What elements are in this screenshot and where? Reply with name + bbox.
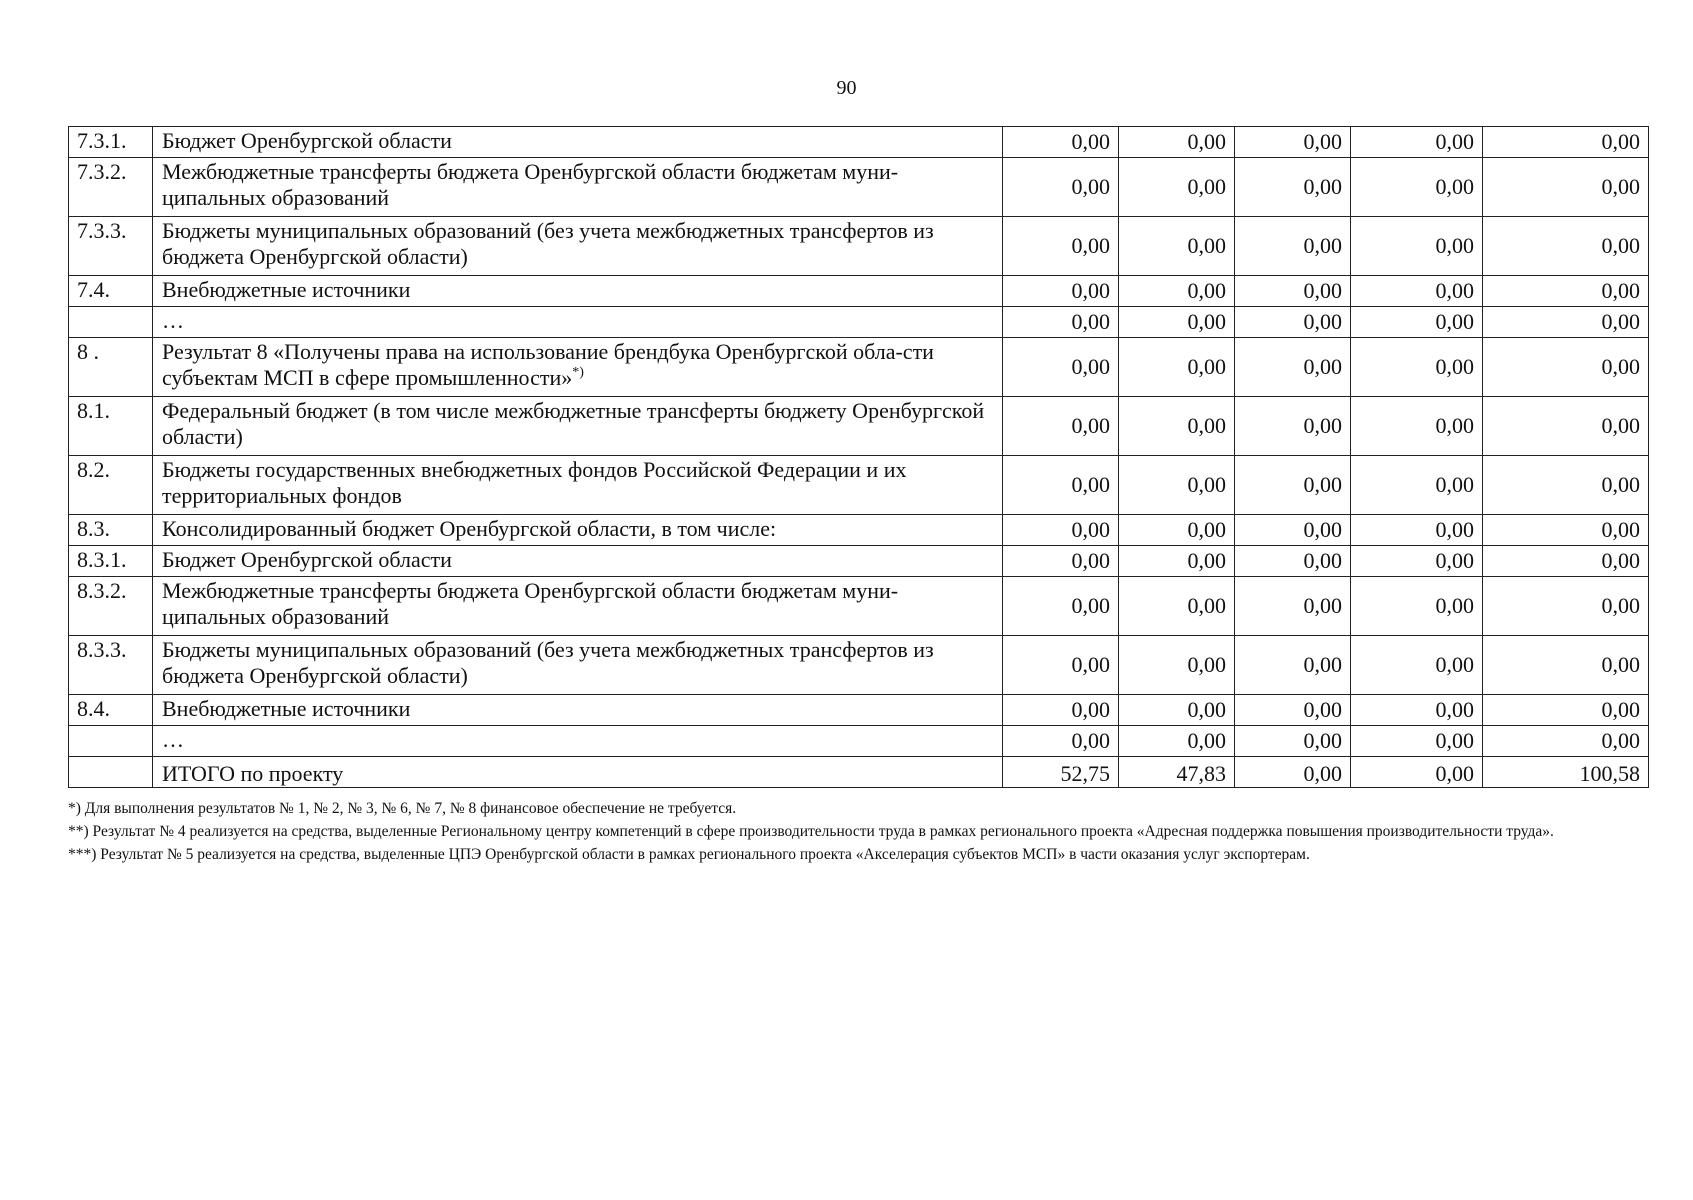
table-body [69, 127, 1649, 788]
value-cell: 0,00 [1003, 636, 1119, 695]
row-title [153, 127, 1003, 158]
table-row [69, 695, 1649, 726]
value-cell: 0,00 [1235, 127, 1351, 158]
row-number [69, 307, 153, 338]
value-cell: 0,00 [1119, 158, 1235, 217]
value-cell: 0,00 [1351, 217, 1483, 276]
value-cell: 0,00 [1119, 726, 1235, 757]
row-title [153, 338, 1003, 397]
value-cell: 0,00 [1351, 127, 1483, 158]
footnote-marker: *) [572, 365, 584, 380]
value-cell: 0,00 [1003, 307, 1119, 338]
value-cell: 0,00 [1235, 456, 1351, 515]
row-title [153, 276, 1003, 307]
row-number: 8.3. [69, 515, 153, 546]
table-row [69, 217, 1649, 276]
value-cell: 0,00 [1483, 217, 1649, 276]
value-cell: 0,00 [1235, 577, 1351, 636]
footnote: **) Результат № 4 реализуется на средства, выделенные Региональному центру компетенций в сфере производительности труда в рамках регионального проекта «Адресная поддержка повышения производительности труда». [68, 823, 1554, 840]
row-title [153, 757, 1003, 788]
value-cell: 0,00 [1003, 726, 1119, 757]
value-cell: 0,00 [1351, 338, 1483, 397]
value-cell: 0,00 [1351, 577, 1483, 636]
row-title-text: ИТОГО по проекту [162, 761, 344, 786]
value-cell: 0,00 [1483, 127, 1649, 158]
row-title [153, 695, 1003, 726]
value-cell: 100,58 [1483, 757, 1649, 788]
value-cell: 0,00 [1235, 276, 1351, 307]
value-cell: 0,00 [1003, 695, 1119, 726]
row-title [153, 577, 1003, 636]
footnotes [68, 797, 1648, 866]
row-number: 7.3.3. [69, 217, 153, 276]
row-number: 7.3.2. [69, 158, 153, 217]
row-title-text: … [162, 308, 184, 333]
row-number: 8.3.2. [69, 577, 153, 636]
row-number: 8 . [69, 338, 153, 397]
value-cell: 0,00 [1483, 307, 1649, 338]
row-number: 8.1. [69, 397, 153, 456]
row-title-text: Межбюджетные трансферты бюджета Оренбургской области бюджетам муни-ципальных образований [162, 578, 899, 629]
row-number: 8.3.3. [69, 636, 153, 695]
row-title [153, 546, 1003, 577]
row-title [153, 307, 1003, 338]
value-cell: 0,00 [1003, 158, 1119, 217]
footnote: *) Для выполнения результатов № 1, № 2, № 3, № 6, № 7, № 8 финансовое обеспечение не требуется. [68, 800, 737, 817]
table-row [69, 456, 1649, 515]
row-title-text: Бюджеты муниципальных образований (без учета межбюджетных трансфертов из бюджета Оренбургской области) [162, 637, 934, 688]
row-title-text: Консолидированный бюджет Оренбургской области, в том числе: [162, 516, 777, 541]
value-cell: 0,00 [1483, 276, 1649, 307]
row-number: 7.4. [69, 276, 153, 307]
row-title [153, 636, 1003, 695]
row-number: 8.2. [69, 456, 153, 515]
value-cell: 0,00 [1119, 397, 1235, 456]
row-title [153, 158, 1003, 217]
row-number [69, 726, 153, 757]
value-cell: 0,00 [1483, 695, 1649, 726]
row-number: 7.3.1. [69, 127, 153, 158]
table-row [69, 577, 1649, 636]
value-cell: 0,00 [1003, 217, 1119, 276]
value-cell: 0,00 [1003, 276, 1119, 307]
table-row [69, 338, 1649, 397]
value-cell: 0,00 [1235, 636, 1351, 695]
value-cell: 0,00 [1351, 158, 1483, 217]
row-title [153, 397, 1003, 456]
row-title-text: Внебюджетные источники [162, 696, 411, 721]
table-row [69, 546, 1649, 577]
value-cell: 0,00 [1119, 456, 1235, 515]
value-cell: 0,00 [1119, 276, 1235, 307]
row-title-text: Внебюджетные источники [162, 277, 411, 302]
value-cell: 0,00 [1483, 456, 1649, 515]
row-title [153, 726, 1003, 757]
table-row [69, 276, 1649, 307]
value-cell: 0,00 [1119, 127, 1235, 158]
table-row [69, 158, 1649, 217]
value-cell: 0,00 [1351, 456, 1483, 515]
value-cell: 0,00 [1003, 456, 1119, 515]
value-cell: 0,00 [1483, 397, 1649, 456]
value-cell: 0,00 [1351, 397, 1483, 456]
value-cell: 0,00 [1119, 217, 1235, 276]
row-title [153, 515, 1003, 546]
table-row [69, 397, 1649, 456]
row-title-text: Бюджеты государственных внебюджетных фондов Российской Федерации и их территориальных фондов [162, 457, 907, 508]
value-cell: 0,00 [1483, 636, 1649, 695]
table-row [69, 127, 1649, 158]
value-cell: 0,00 [1003, 577, 1119, 636]
value-cell: 0,00 [1235, 397, 1351, 456]
value-cell: 0,00 [1003, 397, 1119, 456]
value-cell: 0,00 [1119, 695, 1235, 726]
value-cell: 0,00 [1483, 546, 1649, 577]
value-cell: 0,00 [1119, 636, 1235, 695]
budget-table [68, 126, 1649, 788]
value-cell: 0,00 [1483, 726, 1649, 757]
table-row [69, 636, 1649, 695]
value-cell: 0,00 [1235, 158, 1351, 217]
value-cell: 0,00 [1235, 307, 1351, 338]
value-cell: 0,00 [1235, 757, 1351, 788]
value-cell: 0,00 [1483, 577, 1649, 636]
row-title-text: Межбюджетные трансферты бюджета Оренбургской области бюджетам муни-ципальных образований [162, 159, 899, 210]
value-cell: 0,00 [1483, 338, 1649, 397]
row-title-text: Федеральный бюджет (в том числе межбюджетные трансферты бюджету Оренбургской области) [162, 398, 985, 449]
row-number [69, 757, 153, 788]
value-cell: 0,00 [1483, 515, 1649, 546]
value-cell: 0,00 [1235, 515, 1351, 546]
value-cell: 0,00 [1351, 695, 1483, 726]
value-cell: 0,00 [1119, 307, 1235, 338]
value-cell: 0,00 [1235, 338, 1351, 397]
value-cell: 0,00 [1119, 338, 1235, 397]
row-title-text: Бюджет Оренбургской области [162, 547, 452, 572]
value-cell: 0,00 [1003, 127, 1119, 158]
value-cell: 0,00 [1235, 726, 1351, 757]
value-cell: 0,00 [1003, 338, 1119, 397]
row-title [153, 456, 1003, 515]
value-cell: 0,00 [1119, 515, 1235, 546]
value-cell: 0,00 [1351, 307, 1483, 338]
value-cell: 0,00 [1003, 515, 1119, 546]
value-cell: 0,00 [1235, 217, 1351, 276]
value-cell: 0,00 [1235, 695, 1351, 726]
total-row [69, 757, 1649, 788]
value-cell: 0,00 [1351, 636, 1483, 695]
value-cell: 0,00 [1351, 515, 1483, 546]
value-cell: 0,00 [1119, 546, 1235, 577]
table-row [69, 307, 1649, 338]
value-cell: 0,00 [1351, 726, 1483, 757]
table-row [69, 515, 1649, 546]
value-cell: 0,00 [1119, 577, 1235, 636]
row-title-text: Бюджет Оренбургской области [162, 128, 452, 153]
value-cell: 0,00 [1003, 546, 1119, 577]
row-number: 8.3.1. [69, 546, 153, 577]
value-cell: 0,00 [1351, 546, 1483, 577]
table-row [69, 726, 1649, 757]
row-title-text: Бюджеты муниципальных образований (без учета межбюджетных трансфертов из бюджета Оренбургской области) [162, 218, 934, 269]
row-title-text: Результат 8 «Получены права на использование брендбука Оренбургской обла-сти субъектам МСП в сфере промышленности» [162, 339, 934, 390]
footnote: ***) Результат № 5 реализуется на средства, выделенные ЦПЭ Оренбургской области в рамках регионального проекта «Акселерация субъектов МСП» в части оказания услуг экспортерам. [68, 846, 1310, 863]
value-cell: 0,00 [1351, 757, 1483, 788]
value-cell: 0,00 [1235, 546, 1351, 577]
row-title-text: … [162, 727, 184, 752]
value-cell: 0,00 [1483, 158, 1649, 217]
value-cell: 0,00 [1351, 276, 1483, 307]
value-cell: 52,75 [1003, 757, 1119, 788]
page-number: 90 [836, 77, 857, 99]
row-number: 8.4. [69, 695, 153, 726]
row-title [153, 217, 1003, 276]
value-cell: 47,83 [1119, 757, 1235, 788]
